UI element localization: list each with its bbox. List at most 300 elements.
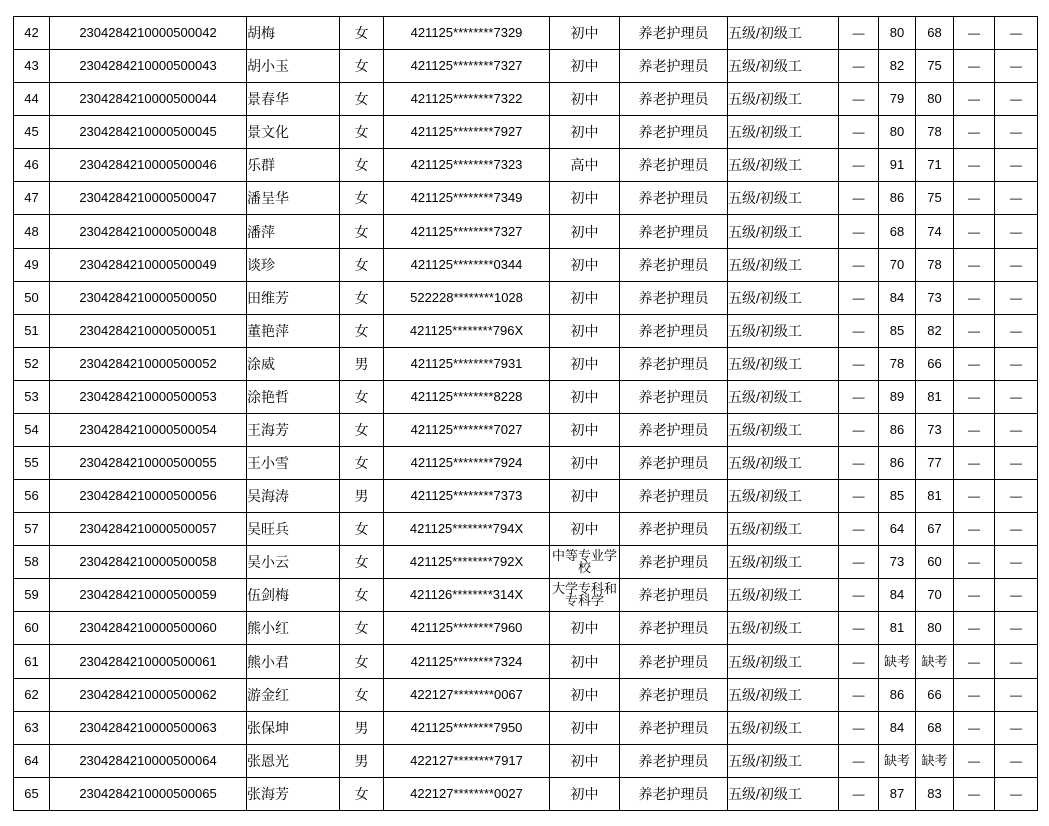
theory-score-cell: 80 [879,17,916,50]
empty-field-1-cell: — [839,546,879,579]
occupation-cell: 养老护理员 [620,116,728,149]
registration-id-cell: 2304284210000500065 [50,777,247,810]
practical-score-cell: 83 [916,777,954,810]
occupation-cell: 养老护理员 [620,744,728,777]
table-row [14,480,1038,513]
candidate-name-cell: 熊小君 [247,645,340,678]
row-number-cell: 47 [14,182,50,215]
empty-field-3-cell: — [995,83,1038,116]
empty-field-3-cell: — [995,612,1038,645]
occupation-cell: 养老护理员 [620,182,728,215]
registration-id-cell: 2304284210000500047 [50,182,247,215]
candidate-name-cell: 王小雪 [247,447,340,480]
occupation-cell: 养老护理员 [620,413,728,446]
candidate-name-cell: 谈珍 [247,248,340,281]
practical-score-cell: 60 [916,546,954,579]
theory-score-cell: 79 [879,83,916,116]
candidate-name-cell: 景春华 [247,83,340,116]
row-number-cell: 54 [14,413,50,446]
row-number-cell: 59 [14,579,50,612]
education-cell: 初中 [550,314,620,347]
occupation-cell: 养老护理员 [620,17,728,50]
empty-field-3-cell: — [995,777,1038,810]
table-row [14,678,1038,711]
education-cell: 初中 [550,678,620,711]
candidate-name-cell: 潘萍 [247,215,340,248]
empty-field-1-cell: — [839,50,879,83]
row-number-cell: 55 [14,447,50,480]
practical-score-cell: 70 [916,579,954,612]
practical-score-cell: 78 [916,248,954,281]
registration-id-cell: 2304284210000500054 [50,413,247,446]
theory-score-cell: 82 [879,50,916,83]
empty-field-3-cell: — [995,480,1038,513]
row-number-cell: 48 [14,215,50,248]
id-card-number-cell: 421125********7950 [384,711,550,744]
theory-score-cell: 80 [879,116,916,149]
empty-field-1-cell: — [839,645,879,678]
registration-id-cell: 2304284210000500060 [50,612,247,645]
occupation-cell: 养老护理员 [620,347,728,380]
theory-score-cell: 78 [879,347,916,380]
skill-level-cell: 五级/初级工 [728,314,839,347]
education-cell: 初中 [550,116,620,149]
occupation-cell: 养老护理员 [620,447,728,480]
empty-field-2-cell: — [954,281,995,314]
row-number-cell: 42 [14,17,50,50]
occupation-cell: 养老护理员 [620,248,728,281]
gender-cell: 女 [340,50,384,83]
empty-field-3-cell: — [995,744,1038,777]
occupation-cell: 养老护理员 [620,711,728,744]
candidate-name-cell: 涂威 [247,347,340,380]
education-cell: 初中 [550,413,620,446]
empty-field-2-cell: — [954,50,995,83]
empty-field-2-cell: — [954,579,995,612]
row-number-cell: 45 [14,116,50,149]
candidate-name-cell: 董艳萍 [247,314,340,347]
id-card-number-cell: 421125********7931 [384,347,550,380]
registration-id-cell: 2304284210000500063 [50,711,247,744]
empty-field-1-cell: — [839,513,879,546]
empty-field-3-cell: — [995,149,1038,182]
row-number-cell: 50 [14,281,50,314]
education-cell: 初中 [550,513,620,546]
skill-level-cell: 五级/初级工 [728,546,839,579]
id-card-number-cell: 421125********794X [384,513,550,546]
gender-cell: 女 [340,447,384,480]
theory-score-cell: 81 [879,612,916,645]
gender-cell: 女 [340,513,384,546]
empty-field-3-cell: — [995,678,1038,711]
table-row [14,149,1038,182]
education-cell: 初中 [550,17,620,50]
occupation-cell: 养老护理员 [620,480,728,513]
skill-level-cell: 五级/初级工 [728,678,839,711]
candidate-name-cell: 张保坤 [247,711,340,744]
empty-field-2-cell: — [954,744,995,777]
skill-level-cell: 五级/初级工 [728,281,839,314]
registration-id-cell: 2304284210000500059 [50,579,247,612]
practical-score-cell: 68 [916,711,954,744]
candidate-name-cell: 张恩光 [247,744,340,777]
practical-score-cell: 81 [916,380,954,413]
registration-id-cell: 2304284210000500062 [50,678,247,711]
skill-level-cell: 五级/初级工 [728,248,839,281]
theory-score-cell: 70 [879,248,916,281]
table-row [14,447,1038,480]
empty-field-2-cell: — [954,347,995,380]
registration-id-cell: 2304284210000500053 [50,380,247,413]
id-card-number-cell: 421125********7324 [384,645,550,678]
theory-score-cell: 缺考 [879,744,916,777]
empty-field-2-cell: — [954,83,995,116]
skill-level-cell: 五级/初级工 [728,612,839,645]
empty-field-3-cell: — [995,380,1038,413]
education-cell: 初中 [550,83,620,116]
candidate-name-cell: 熊小红 [247,612,340,645]
table-row [14,711,1038,744]
candidate-name-cell: 吴旺兵 [247,513,340,546]
theory-score-cell: 86 [879,182,916,215]
table-row [14,50,1038,83]
table-row [14,281,1038,314]
empty-field-3-cell: — [995,413,1038,446]
row-number-cell: 46 [14,149,50,182]
id-card-number-cell: 421125********796X [384,314,550,347]
empty-field-3-cell: — [995,711,1038,744]
empty-field-3-cell: — [995,17,1038,50]
table-row [14,645,1038,678]
occupation-cell: 养老护理员 [620,314,728,347]
empty-field-2-cell: — [954,447,995,480]
practical-score-cell: 缺考 [916,744,954,777]
candidate-table [13,16,1038,811]
empty-field-3-cell: — [995,215,1038,248]
registration-id-cell: 2304284210000500052 [50,347,247,380]
empty-field-3-cell: — [995,579,1038,612]
registration-id-cell: 2304284210000500050 [50,281,247,314]
skill-level-cell: 五级/初级工 [728,711,839,744]
theory-score-cell: 84 [879,711,916,744]
registration-id-cell: 2304284210000500051 [50,314,247,347]
skill-level-cell: 五级/初级工 [728,149,839,182]
id-card-number-cell: 422127********0067 [384,678,550,711]
row-number-cell: 56 [14,480,50,513]
gender-cell: 女 [340,182,384,215]
empty-field-2-cell: — [954,215,995,248]
table-row [14,314,1038,347]
id-card-number-cell: 421125********0344 [384,248,550,281]
empty-field-2-cell: — [954,612,995,645]
empty-field-3-cell: — [995,182,1038,215]
table-row [14,744,1038,777]
skill-level-cell: 五级/初级工 [728,17,839,50]
skill-level-cell: 五级/初级工 [728,777,839,810]
gender-cell: 女 [340,380,384,413]
theory-score-cell: 68 [879,215,916,248]
skill-level-cell: 五级/初级工 [728,380,839,413]
theory-score-cell: 86 [879,413,916,446]
practical-score-cell: 78 [916,116,954,149]
theory-score-cell: 64 [879,513,916,546]
education-cell: 初中 [550,281,620,314]
practical-score-cell: 67 [916,513,954,546]
row-number-cell: 43 [14,50,50,83]
candidate-name-cell: 王海芳 [247,413,340,446]
empty-field-1-cell: — [839,83,879,116]
theory-score-cell: 缺考 [879,645,916,678]
empty-field-3-cell: — [995,116,1038,149]
row-number-cell: 64 [14,744,50,777]
theory-score-cell: 89 [879,380,916,413]
row-number-cell: 62 [14,678,50,711]
id-card-number-cell: 522228********1028 [384,281,550,314]
practical-score-cell: 77 [916,447,954,480]
registration-id-cell: 2304284210000500048 [50,215,247,248]
registration-id-cell: 2304284210000500058 [50,546,247,579]
empty-field-1-cell: — [839,777,879,810]
row-number-cell: 44 [14,83,50,116]
education-cell: 初中 [550,447,620,480]
education-cell: 高中 [550,149,620,182]
empty-field-1-cell: — [839,380,879,413]
skill-level-cell: 五级/初级工 [728,744,839,777]
table-row [14,413,1038,446]
gender-cell: 女 [340,777,384,810]
row-number-cell: 65 [14,777,50,810]
education-cell: 初中 [550,777,620,810]
empty-field-1-cell: — [839,579,879,612]
education-cell: 中等专业学校 [550,546,620,579]
occupation-cell: 养老护理员 [620,83,728,116]
candidate-name-cell: 潘呈华 [247,182,340,215]
education-cell: 初中 [550,347,620,380]
practical-score-cell: 75 [916,182,954,215]
id-card-number-cell: 421125********7927 [384,116,550,149]
empty-field-2-cell: — [954,480,995,513]
table-row [14,612,1038,645]
registration-id-cell: 2304284210000500049 [50,248,247,281]
gender-cell: 女 [340,579,384,612]
occupation-cell: 养老护理员 [620,215,728,248]
education-cell: 大学专科和专科学 [550,579,620,612]
empty-field-1-cell: — [839,116,879,149]
occupation-cell: 养老护理员 [620,612,728,645]
registration-id-cell: 2304284210000500057 [50,513,247,546]
candidate-name-cell: 伍剑梅 [247,579,340,612]
gender-cell: 女 [340,281,384,314]
empty-field-1-cell: — [839,347,879,380]
table-row [14,579,1038,612]
gender-cell: 女 [340,645,384,678]
empty-field-2-cell: — [954,182,995,215]
skill-level-cell: 五级/初级工 [728,579,839,612]
table-row [14,513,1038,546]
empty-field-3-cell: — [995,645,1038,678]
gender-cell: 女 [340,546,384,579]
id-card-number-cell: 421125********7323 [384,149,550,182]
candidate-name-cell: 涂艳哲 [247,380,340,413]
skill-level-cell: 五级/初级工 [728,182,839,215]
table-row [14,347,1038,380]
gender-cell: 女 [340,314,384,347]
empty-field-2-cell: — [954,711,995,744]
id-card-number-cell: 421125********7924 [384,447,550,480]
id-card-number-cell: 422127********7917 [384,744,550,777]
empty-field-1-cell: — [839,248,879,281]
gender-cell: 女 [340,678,384,711]
id-card-number-cell: 421126********314X [384,579,550,612]
empty-field-1-cell: — [839,413,879,446]
empty-field-1-cell: — [839,314,879,347]
candidate-name-cell: 吴小云 [247,546,340,579]
empty-field-1-cell: — [839,149,879,182]
table-row [14,777,1038,810]
candidate-name-cell: 胡小玉 [247,50,340,83]
education-cell: 初中 [550,711,620,744]
practical-score-cell: 74 [916,215,954,248]
occupation-cell: 养老护理员 [620,645,728,678]
id-card-number-cell: 421125********7322 [384,83,550,116]
empty-field-2-cell: — [954,248,995,281]
theory-score-cell: 84 [879,579,916,612]
education-cell: 初中 [550,215,620,248]
gender-cell: 女 [340,248,384,281]
registration-id-cell: 2304284210000500043 [50,50,247,83]
practical-score-cell: 66 [916,347,954,380]
practical-score-cell: 80 [916,612,954,645]
row-number-cell: 61 [14,645,50,678]
empty-field-1-cell: — [839,612,879,645]
practical-score-cell: 80 [916,83,954,116]
occupation-cell: 养老护理员 [620,777,728,810]
empty-field-3-cell: — [995,50,1038,83]
empty-field-1-cell: — [839,447,879,480]
education-cell: 初中 [550,248,620,281]
empty-field-2-cell: — [954,513,995,546]
table-body [14,17,1038,811]
occupation-cell: 养老护理员 [620,380,728,413]
practical-score-cell: 66 [916,678,954,711]
gender-cell: 女 [340,612,384,645]
row-number-cell: 51 [14,314,50,347]
theory-score-cell: 86 [879,678,916,711]
id-card-number-cell: 422127********0027 [384,777,550,810]
skill-level-cell: 五级/初级工 [728,83,839,116]
theory-score-cell: 87 [879,777,916,810]
candidate-name-cell: 游金红 [247,678,340,711]
practical-score-cell: 73 [916,281,954,314]
theory-score-cell: 85 [879,314,916,347]
empty-field-3-cell: — [995,281,1038,314]
gender-cell: 男 [340,480,384,513]
registration-id-cell: 2304284210000500061 [50,645,247,678]
registration-id-cell: 2304284210000500044 [50,83,247,116]
education-cell: 初中 [550,744,620,777]
practical-score-cell: 82 [916,314,954,347]
candidate-name-cell: 胡梅 [247,17,340,50]
empty-field-3-cell: — [995,248,1038,281]
education-cell: 初中 [550,645,620,678]
education-cell: 初中 [550,380,620,413]
registration-id-cell: 2304284210000500045 [50,116,247,149]
candidate-name-cell: 张海芳 [247,777,340,810]
skill-level-cell: 五级/初级工 [728,116,839,149]
registration-id-cell: 2304284210000500055 [50,447,247,480]
row-number-cell: 60 [14,612,50,645]
id-card-number-cell: 421125********7027 [384,413,550,446]
empty-field-2-cell: — [954,678,995,711]
empty-field-1-cell: — [839,215,879,248]
id-card-number-cell: 421125********7329 [384,17,550,50]
gender-cell: 女 [340,215,384,248]
skill-level-cell: 五级/初级工 [728,347,839,380]
id-card-number-cell: 421125********7349 [384,182,550,215]
education-cell: 初中 [550,480,620,513]
theory-score-cell: 86 [879,447,916,480]
occupation-cell: 养老护理员 [620,579,728,612]
table-row [14,182,1038,215]
theory-score-cell: 85 [879,480,916,513]
gender-cell: 女 [340,83,384,116]
practical-score-cell: 73 [916,413,954,446]
row-number-cell: 57 [14,513,50,546]
empty-field-2-cell: — [954,645,995,678]
candidate-name-cell: 景文化 [247,116,340,149]
gender-cell: 女 [340,149,384,182]
occupation-cell: 养老护理员 [620,546,728,579]
row-number-cell: 52 [14,347,50,380]
row-number-cell: 58 [14,546,50,579]
occupation-cell: 养老护理员 [620,50,728,83]
skill-level-cell: 五级/初级工 [728,447,839,480]
row-number-cell: 49 [14,248,50,281]
table-row [14,248,1038,281]
skill-level-cell: 五级/初级工 [728,480,839,513]
empty-field-1-cell: — [839,17,879,50]
table-row [14,215,1038,248]
skill-level-cell: 五级/初级工 [728,645,839,678]
education-cell: 初中 [550,612,620,645]
id-card-number-cell: 421125********7960 [384,612,550,645]
empty-field-1-cell: — [839,711,879,744]
gender-cell: 女 [340,413,384,446]
empty-field-2-cell: — [954,149,995,182]
gender-cell: 女 [340,17,384,50]
theory-score-cell: 84 [879,281,916,314]
empty-field-2-cell: — [954,413,995,446]
row-number-cell: 63 [14,711,50,744]
occupation-cell: 养老护理员 [620,149,728,182]
gender-cell: 男 [340,711,384,744]
education-cell: 初中 [550,182,620,215]
id-card-number-cell: 421125********7327 [384,215,550,248]
education-cell: 初中 [550,50,620,83]
empty-field-2-cell: — [954,314,995,347]
theory-score-cell: 73 [879,546,916,579]
table-row [14,83,1038,116]
candidate-name-cell: 田维芳 [247,281,340,314]
candidate-name-cell: 吴海涛 [247,480,340,513]
id-card-number-cell: 421125********792X [384,546,550,579]
empty-field-3-cell: — [995,347,1038,380]
empty-field-3-cell: — [995,314,1038,347]
gender-cell: 男 [340,744,384,777]
practical-score-cell: 71 [916,149,954,182]
skill-level-cell: 五级/初级工 [728,413,839,446]
table-row [14,380,1038,413]
